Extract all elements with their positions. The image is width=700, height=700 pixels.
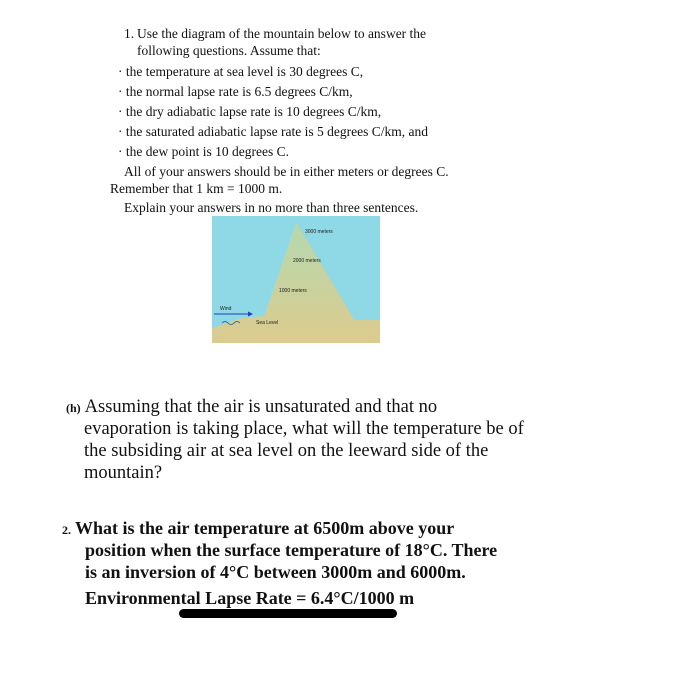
bullet-text: the normal lapse rate is 6.5 degrees C/km,	[125, 84, 353, 99]
mountain-diagram	[212, 216, 380, 343]
q2-number: 2.	[62, 523, 71, 537]
bullet-text: the dew point is 10 degrees C.	[125, 144, 289, 159]
q1-bullet: · the saturated adiabatic lapse rate is 5 degrees C/km, and	[118, 124, 429, 139]
label-sea-level: Sea Level	[256, 320, 279, 326]
qh-line-3: the subsiding air at sea level on the leeward side of the	[84, 441, 489, 461]
bullet-text: the dry adiabatic lapse rate is 10 degrees C/km,	[125, 104, 382, 119]
label-wind: Wind	[220, 306, 232, 312]
qh-line-2: evaporation is taking place, what will the temperature be of	[84, 419, 524, 439]
qh-line-1: Assuming that the air is unsaturated and that no	[84, 397, 438, 417]
q1-number: 1.	[124, 26, 135, 41]
qh-block	[66, 396, 437, 418]
label-3000: 3000 meters	[305, 229, 333, 235]
q1-bullet: · the dry adiabatic lapse rate is 10 degrees C/km,	[118, 104, 382, 119]
underline-mark	[179, 609, 397, 618]
q1-bullet: · the normal lapse rate is 6.5 degrees C/km,	[118, 84, 353, 99]
q1-intro-line-1: Use the diagram of the mountain below to answer the	[137, 26, 427, 41]
q1-units-line-2: Remember that 1 km = 1000 m.	[110, 181, 283, 196]
qh-label: (h)	[66, 401, 81, 415]
q1-bullet: · the dew point is 10 degrees C.	[118, 144, 289, 159]
q1-explain: Explain your answers in no more than three sentences.	[124, 200, 419, 215]
q2-line-3: is an inversion of 4°C between 3000m and 6000m.	[85, 562, 466, 582]
q1-bullet: · the temperature at sea level is 30 degrees C,	[118, 64, 364, 79]
q2-line-1: What is the air temperature at 6500m above your	[75, 518, 455, 538]
q1-intro-line-2: following questions. Assume that:	[137, 43, 321, 58]
qh-line-4: mountain?	[84, 463, 163, 483]
label-2000: 2000 meters	[293, 258, 321, 264]
q2-block	[62, 517, 454, 539]
q1-units-line-1: All of your answers should be in either meters or degrees C.	[124, 164, 449, 179]
q2-line-4: Environmental Lapse Rate = 6.4°C/1000 m	[85, 588, 415, 608]
bullet-text: the temperature at sea level is 30 degrees C,	[125, 64, 364, 79]
label-1000: 1000 meters	[279, 288, 307, 294]
bullet-text: the saturated adiabatic lapse rate is 5 degrees C/km, and	[125, 124, 429, 139]
q2-line-2: position when the surface temperature of 18°C. There	[85, 540, 498, 560]
